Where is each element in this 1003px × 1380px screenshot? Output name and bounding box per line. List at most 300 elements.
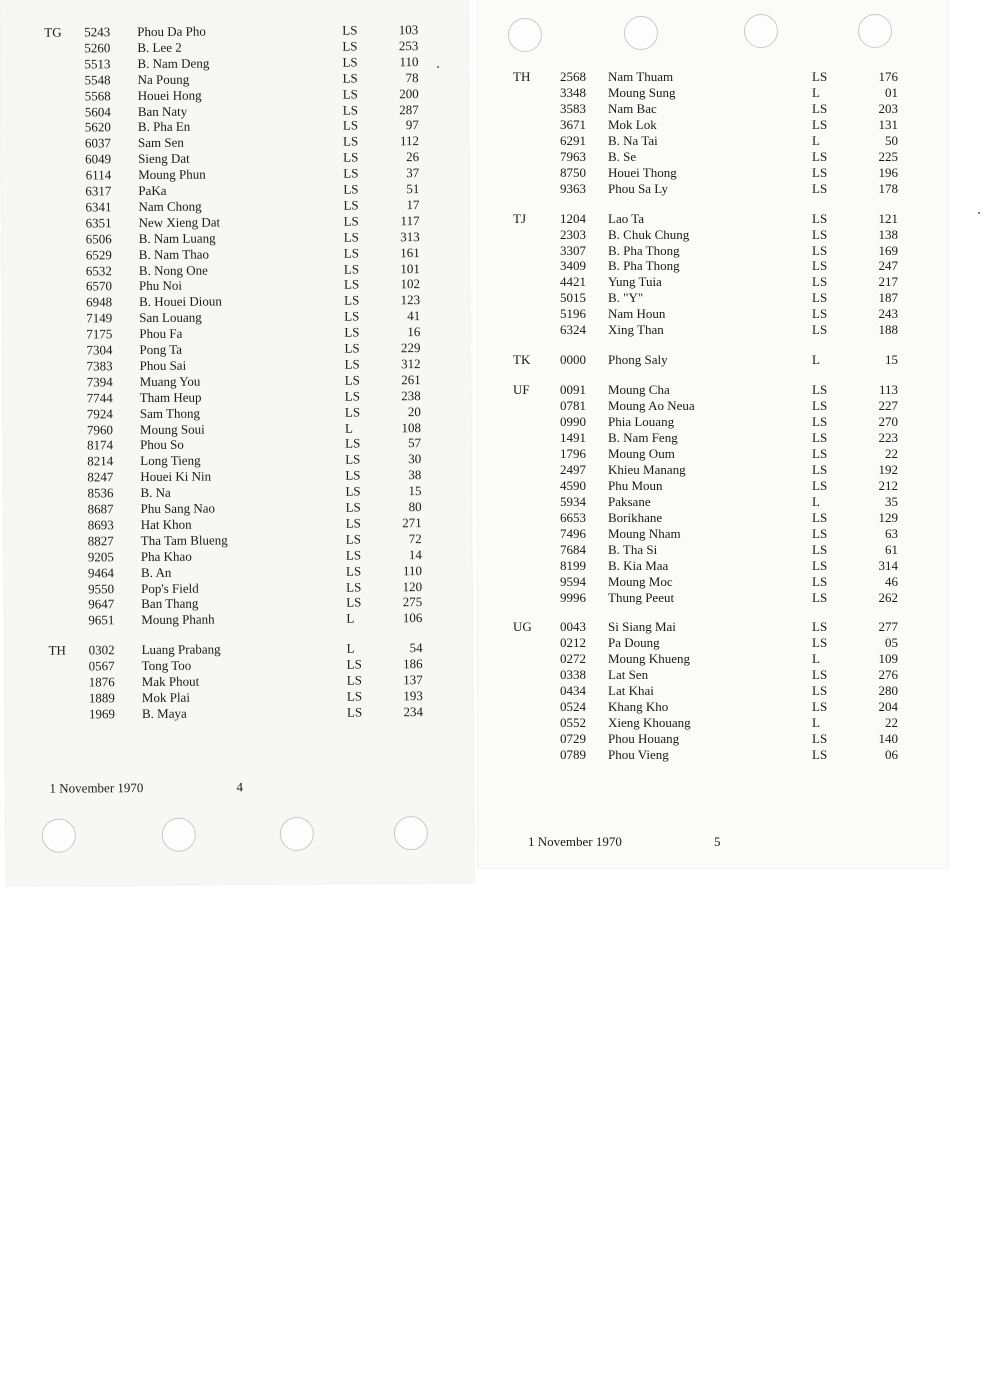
strip-type: LS — [812, 430, 828, 445]
strip-type: LS — [342, 22, 358, 38]
table-row — [478, 699, 948, 715]
grid-code: 8693 — [87, 517, 114, 533]
strip-type: L — [812, 132, 820, 148]
strip-length: 275 — [402, 594, 423, 610]
strip-length: 16 — [407, 324, 421, 340]
strip-length: 225 — [878, 148, 898, 164]
strip-length: 17 — [406, 196, 420, 213]
location-name: Borikhane — [608, 509, 663, 525]
location-name: Pop's Field — [141, 580, 199, 596]
strip-length: 212 — [878, 477, 898, 493]
strip-length: 26 — [406, 149, 420, 165]
strip-type: LS — [344, 388, 360, 404]
strip-type: LS — [812, 290, 828, 306]
strip-type: LS — [812, 164, 828, 180]
grid-prefix: UF — [513, 382, 530, 398]
strip-length: 35 — [885, 493, 898, 509]
location-name: Ban Thang — [141, 596, 199, 612]
strip-length: 112 — [399, 133, 420, 149]
location-name: Houei Hong — [137, 87, 202, 103]
strip-length: 110 — [399, 53, 419, 70]
location-name: Moung Nham — [608, 525, 681, 541]
strip-length: 05 — [885, 635, 898, 651]
table-row — [478, 590, 948, 606]
grid-code: 8247 — [87, 469, 114, 485]
strip-type: LS — [345, 435, 361, 451]
table-row — [478, 478, 948, 494]
grid-code: 1796 — [560, 445, 586, 461]
strip-length: 78 — [405, 69, 419, 85]
strip-type: LS — [812, 274, 828, 290]
location-name: Pa Doung — [608, 635, 660, 651]
grid-code: 0272 — [560, 651, 586, 667]
strip-length: 270 — [878, 414, 898, 430]
strip-type: LS — [812, 322, 828, 338]
strip-type: LS — [342, 38, 358, 54]
location-name: B. Pha En — [137, 119, 191, 135]
strip-type: LS — [343, 181, 359, 197]
strip-type: LS — [812, 635, 828, 651]
strip-type: LS — [343, 213, 359, 229]
grid-code: 9651 — [88, 612, 115, 628]
strip-length: 196 — [878, 164, 898, 180]
location-name: Lat Khai — [608, 683, 654, 699]
strip-length: 253 — [398, 37, 419, 54]
table-row — [478, 510, 948, 526]
strip-length: 110 — [402, 562, 423, 578]
strip-type: LS — [812, 306, 828, 322]
grid-code: 5513 — [84, 56, 111, 72]
grid-code: 3348 — [560, 84, 586, 100]
strip-type: LS — [343, 245, 359, 261]
left-page-number: 4 — [236, 779, 244, 795]
location-name: B. Se — [608, 148, 637, 164]
location-name: Paksane — [608, 493, 651, 509]
strip-length: 280 — [878, 683, 898, 699]
location-name: Moung Soui — [139, 421, 205, 437]
grid-code: 3583 — [560, 100, 586, 116]
grid-code: 0212 — [560, 635, 586, 651]
strip-type: LS — [812, 116, 828, 132]
strip-type: LS — [343, 276, 360, 292]
location-name: Khieu Manang — [608, 461, 686, 477]
grid-code: 9363 — [560, 180, 586, 196]
grid-code: 1491 — [560, 430, 586, 445]
table-row — [478, 414, 948, 430]
location-name: Houei Thong — [608, 164, 677, 180]
strip-type: LS — [812, 461, 828, 477]
grid-code: 6570 — [85, 278, 113, 294]
location-name: Mok Plai — [141, 689, 190, 705]
grid-code: 0043 — [560, 619, 586, 635]
grid-code: 5243 — [84, 24, 111, 40]
strip-length: 140 — [878, 731, 898, 747]
grid-code: 0434 — [560, 683, 586, 699]
location-name: Moung Sung — [608, 84, 676, 100]
grid-prefix: TH — [48, 642, 66, 658]
strip-length: 106 — [402, 610, 423, 626]
strip-length: 108 — [401, 419, 422, 435]
strip-length: 277 — [878, 619, 898, 635]
strip-type: LS — [346, 672, 362, 688]
strip-type: L — [344, 420, 353, 436]
location-name: B. An — [140, 564, 172, 580]
strip-length: 06 — [885, 747, 898, 763]
table-row — [478, 715, 948, 731]
strip-length: 247 — [878, 258, 898, 274]
location-name: Phou Sai — [139, 357, 187, 373]
strip-length: 61 — [885, 541, 898, 557]
right-page-date: 1 November 1970 — [528, 834, 622, 849]
table-row — [4, 610, 472, 629]
strip-type: LS — [812, 731, 828, 747]
grid-code: 4590 — [560, 477, 586, 493]
grid-code: 9594 — [560, 573, 586, 589]
strip-length: 46 — [885, 573, 898, 589]
grid-code: 2303 — [560, 226, 586, 242]
strip-type: LS — [345, 515, 361, 531]
grid-code: 7496 — [560, 525, 586, 541]
strip-type: LS — [343, 149, 359, 165]
right-page-number: 5 — [714, 834, 721, 849]
location-name: Sam Thong — [139, 405, 201, 421]
location-name: Pong Ta — [139, 341, 183, 358]
location-name: Phong Saly — [608, 352, 668, 368]
grid-code: 8536 — [87, 485, 114, 501]
strip-length: 176 — [878, 69, 898, 84]
table-row — [478, 227, 948, 243]
location-name: Nam Houn — [608, 306, 666, 322]
strip-length: 188 — [878, 322, 898, 338]
table-row — [478, 306, 948, 322]
location-name: Moung Ao Neua — [608, 398, 695, 414]
grid-code: 6506 — [85, 230, 112, 247]
strip-type: LS — [812, 525, 828, 541]
table-row — [478, 290, 948, 306]
grid-code: 7963 — [560, 148, 586, 164]
location-name: Si Siang Mai — [608, 619, 676, 635]
location-name: Moung Oum — [608, 445, 675, 461]
table-row — [478, 683, 948, 699]
location-name: B. Na Tai — [608, 132, 658, 148]
strip-type: LS — [812, 573, 828, 589]
location-name: Moung Cha — [608, 382, 670, 398]
location-name: B. Tha Si — [608, 541, 658, 557]
strip-type: LS — [812, 210, 828, 226]
strip-length: 178 — [878, 180, 898, 196]
location-name: Phou Houang — [608, 731, 680, 747]
grid-code: 6049 — [85, 151, 112, 167]
strip-length: 80 — [408, 499, 422, 515]
grid-code: 7924 — [86, 405, 113, 421]
table-row — [478, 574, 948, 590]
strip-type: LS — [342, 86, 358, 102]
strip-type: LS — [344, 340, 360, 356]
grid-code: 0524 — [560, 699, 586, 715]
location-name: Houei Ki Nin — [140, 468, 212, 485]
strip-length: 103 — [398, 22, 419, 38]
grid-code: 7304 — [86, 342, 113, 358]
paper-speck — [978, 212, 980, 214]
grid-code: 9464 — [87, 564, 115, 580]
grid-code: 1889 — [88, 690, 115, 706]
table-row — [478, 243, 948, 259]
location-name: Tong Too — [141, 657, 192, 674]
location-name: Tha Tam Blueng — [140, 532, 228, 548]
strip-type: LS — [812, 226, 828, 242]
strip-length: 50 — [885, 132, 898, 148]
grid-code: 0567 — [88, 658, 115, 674]
table-row — [478, 398, 948, 414]
location-name: Phia Louang — [608, 414, 675, 430]
table-row — [478, 651, 948, 667]
table-row — [478, 731, 948, 747]
punch-hole — [508, 18, 542, 52]
strip-length: 22 — [885, 715, 898, 731]
strip-type: LS — [812, 445, 828, 461]
table-row — [478, 352, 948, 368]
grid-code: 7744 — [86, 389, 113, 406]
strip-type: LS — [812, 509, 828, 525]
strip-length: 261 — [401, 371, 421, 388]
grid-code: 6529 — [85, 246, 112, 263]
strip-type: LS — [812, 414, 828, 430]
location-name: Luang Prabang — [141, 641, 221, 658]
grid-code: 6324 — [560, 322, 586, 338]
table-row — [5, 704, 473, 723]
strip-type: LS — [812, 747, 828, 763]
strip-type: LS — [812, 699, 828, 715]
location-name: Lat Sen — [608, 667, 649, 683]
strip-type: LS — [342, 133, 359, 149]
table-row — [478, 165, 948, 181]
strip-type: LS — [344, 372, 360, 388]
strip-length: 117 — [400, 212, 420, 229]
grid-code: 6351 — [85, 215, 112, 231]
grid-code: 0338 — [560, 667, 586, 683]
strip-length: 97 — [405, 117, 419, 133]
strip-length: 72 — [408, 530, 422, 546]
strip-length: 234 — [403, 703, 424, 719]
grid-code: 9550 — [88, 580, 115, 596]
strip-length: 20 — [407, 403, 421, 419]
strip-length: 238 — [401, 387, 421, 403]
grid-code: 2497 — [560, 461, 586, 477]
strip-type: LS — [344, 324, 360, 340]
strip-length: 203 — [878, 100, 898, 116]
grid-code: 3307 — [560, 242, 586, 258]
strip-length: 30 — [408, 451, 422, 467]
grid-code: 0552 — [560, 715, 586, 731]
strip-length: 187 — [878, 290, 898, 306]
location-name: Yung Tuia — [608, 274, 662, 290]
strip-length: 102 — [400, 276, 421, 292]
strip-type: LS — [343, 261, 360, 277]
table-row — [478, 494, 948, 510]
strip-type: L — [812, 651, 820, 667]
strip-type: LS — [346, 656, 362, 672]
strip-type: L — [812, 715, 820, 731]
strip-type: LS — [345, 467, 361, 483]
strip-type: LS — [344, 292, 360, 308]
grid-code: 7383 — [86, 358, 113, 374]
location-name: Lao Ta — [608, 210, 645, 226]
location-name: Phou So — [140, 437, 184, 453]
grid-code: 6037 — [84, 135, 112, 151]
location-name: Mak Phout — [141, 673, 200, 690]
grid-code: 2568 — [560, 69, 586, 84]
grid-code: 6291 — [560, 132, 586, 148]
strip-length: 57 — [408, 435, 422, 451]
strip-type: L — [346, 640, 355, 656]
grid-code: 6653 — [560, 509, 586, 525]
strip-length: 271 — [402, 514, 422, 531]
location-name: B. Chuk Chung — [608, 226, 690, 242]
strip-length: 63 — [885, 525, 898, 541]
strip-length: 22 — [885, 445, 898, 461]
location-name: Moung Moc — [608, 573, 673, 589]
grid-code: 0000 — [560, 352, 586, 368]
strip-length: 227 — [878, 398, 898, 414]
location-name: Long Tieng — [140, 452, 201, 469]
grid-code: 8214 — [87, 453, 114, 469]
strip-length: 131 — [878, 116, 898, 132]
strip-length: 186 — [403, 656, 423, 672]
strip-length: 223 — [878, 430, 898, 445]
strip-type: LS — [812, 258, 828, 274]
strip-type: LS — [342, 70, 358, 86]
punch-hole — [624, 16, 658, 50]
location-name: B. Na — [140, 484, 171, 501]
location-name: Moung Khueng — [608, 651, 690, 667]
strip-length: 243 — [878, 306, 898, 322]
strip-length: 287 — [399, 101, 419, 117]
strip-type: LS — [346, 688, 363, 704]
strip-length: 113 — [878, 382, 898, 398]
left-page-date: 1 November 1970 — [49, 780, 144, 796]
strip-length: 41 — [407, 308, 421, 324]
strip-length: 123 — [400, 292, 421, 308]
grid-code: 5260 — [84, 40, 111, 56]
table-row — [478, 101, 948, 117]
location-name: B. "Y" — [608, 290, 644, 306]
location-name: Na Poung — [137, 71, 190, 87]
strip-length: 01 — [885, 84, 898, 100]
strip-length: 161 — [400, 244, 420, 260]
location-name: Phu Moun — [608, 477, 663, 493]
location-name: Phou Sa Ly — [608, 180, 668, 196]
grid-code: 0990 — [560, 414, 586, 430]
right-page — [478, 0, 948, 868]
location-name: Mok Lok — [608, 116, 657, 132]
table-row — [478, 526, 948, 542]
grid-code: 6114 — [85, 167, 112, 183]
strip-type: LS — [812, 619, 828, 635]
grid-code: 7684 — [560, 541, 586, 557]
strip-length: 129 — [878, 509, 898, 525]
grid-code: 0789 — [560, 747, 586, 763]
strip-type: LS — [812, 69, 828, 84]
location-name: Nam Thuam — [608, 69, 674, 84]
strip-length: 200 — [399, 85, 419, 101]
location-name: PaKa — [138, 182, 167, 199]
grid-code: 9996 — [560, 589, 586, 605]
grid-code: 9205 — [87, 548, 114, 565]
strip-length: 312 — [400, 355, 421, 372]
strip-length: 14 — [408, 546, 422, 562]
grid-code: 5620 — [84, 119, 111, 135]
location-name: Phou Da Pho — [137, 23, 206, 40]
grid-code: 5934 — [560, 493, 586, 509]
location-name: Xieng Khouang — [608, 715, 691, 731]
location-name: Phu Noi — [138, 278, 183, 294]
strip-length: 137 — [403, 672, 423, 688]
strip-length: 120 — [402, 578, 423, 594]
grid-prefix: TJ — [513, 210, 526, 226]
location-name: Moung Phanh — [141, 611, 215, 628]
strip-type: LS — [812, 382, 828, 398]
location-name: Tham Heup — [139, 389, 202, 405]
grid-prefix: TH — [513, 69, 531, 84]
strip-type: LS — [812, 148, 828, 164]
grid-code: 8199 — [560, 557, 586, 573]
location-name: Moung Phun — [138, 166, 206, 183]
strip-length: 138 — [878, 226, 898, 242]
grid-code: 7960 — [86, 421, 114, 437]
strip-type: L — [346, 610, 355, 626]
grid-code: 6532 — [85, 262, 112, 278]
grid-code: 1204 — [560, 210, 586, 226]
location-name: B. Nam Thao — [138, 246, 210, 262]
punch-hole — [280, 817, 314, 851]
grid-code: 0781 — [560, 398, 586, 414]
table-row — [478, 85, 948, 101]
location-name: Nam Chong — [138, 198, 202, 214]
grid-code: 8827 — [87, 533, 114, 549]
strip-length: 229 — [400, 340, 421, 356]
table-row — [478, 133, 948, 149]
grid-code: 8750 — [560, 164, 586, 180]
location-name: Ban Naty — [137, 103, 188, 119]
strip-type: LS — [812, 477, 828, 493]
strip-length: 193 — [403, 687, 423, 704]
table-row — [478, 274, 948, 290]
strip-type: LS — [344, 404, 361, 420]
punch-hole — [42, 818, 76, 852]
paper-speck — [437, 66, 439, 68]
grid-code: 6317 — [85, 183, 112, 199]
strip-type: LS — [812, 541, 828, 557]
strip-length: 169 — [878, 242, 898, 258]
grid-code: 1969 — [88, 706, 116, 722]
location-name: Muang You — [139, 373, 201, 389]
strip-type: LS — [344, 308, 360, 324]
strip-type: LS — [812, 242, 828, 258]
strip-length: 276 — [878, 667, 898, 683]
location-name: San Louang — [139, 309, 202, 326]
grid-code: 5568 — [84, 87, 111, 104]
grid-code: 3671 — [560, 116, 586, 132]
location-name: B. Kia Maa — [608, 557, 669, 573]
punch-hole — [162, 818, 196, 852]
grid-code: 1876 — [88, 674, 115, 690]
location-name: Sieng Dat — [138, 150, 190, 167]
strip-type: LS — [345, 547, 362, 563]
table-row — [478, 149, 948, 165]
grid-code: 5548 — [84, 71, 111, 88]
strip-type: LS — [343, 197, 359, 213]
strip-length: 15 — [408, 483, 422, 499]
